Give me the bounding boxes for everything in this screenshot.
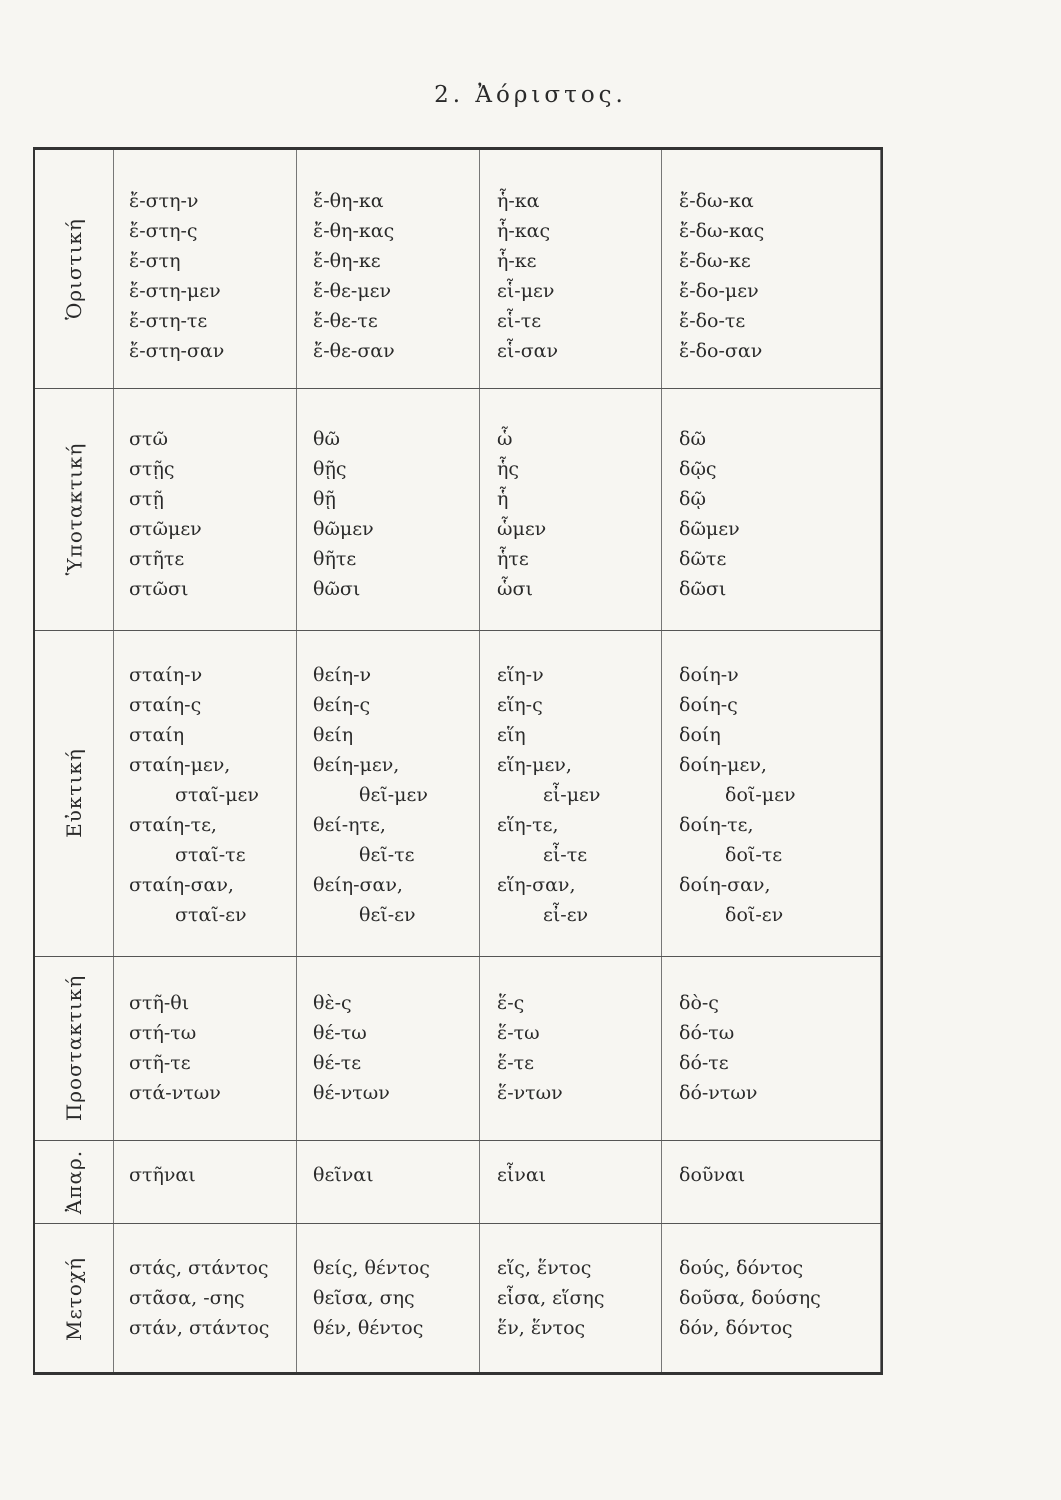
- verb-form: σταίη-ν: [129, 664, 203, 686]
- verb-column-4: [679, 424, 740, 604]
- verb-form: θὲ-ς: [313, 992, 352, 1014]
- verb-form: θείη-μεν,: [313, 754, 400, 776]
- verb-column-4: [679, 186, 764, 366]
- verb-form: θέ-τε: [313, 1052, 362, 1074]
- section-metochi: [35, 1223, 881, 1375]
- verb-form: στῆ-τε: [129, 1052, 191, 1074]
- verb-form: εἵη-μεν,: [497, 754, 572, 776]
- verb-form: ἧς: [497, 458, 520, 480]
- verb-form: εἵη-ν: [497, 664, 544, 686]
- verb-form: ἕ-τω: [497, 1022, 540, 1044]
- verb-form: εἷ-μεν: [497, 280, 555, 302]
- verb-form: εἷσα, εἵσης: [497, 1287, 605, 1309]
- verb-form: θεῖ-μεν: [359, 784, 428, 806]
- verb-column-2: [313, 660, 428, 930]
- verb-form: στῇ: [129, 488, 164, 510]
- verb-form: εἵς, ἕντος: [497, 1257, 592, 1279]
- verb-column-1: [129, 660, 259, 930]
- verb-form: θῆτε: [313, 548, 357, 570]
- verb-form: θέν, θέντος: [313, 1317, 424, 1339]
- verb-column-1: [129, 988, 221, 1108]
- verb-form: ὧμεν: [497, 518, 547, 540]
- verb-form: δοῦσα, δούσης: [679, 1287, 821, 1309]
- verb-form: εἵη-σαν,: [497, 874, 576, 896]
- section-label: [35, 956, 113, 1140]
- verb-form: σταῖ-μεν: [175, 784, 259, 806]
- verb-form: ἔ-στη-μεν: [129, 280, 221, 302]
- verb-column-4: [679, 660, 796, 930]
- verb-form: εἶ-τε: [543, 844, 588, 866]
- verb-form: σταίη-σαν,: [129, 874, 234, 896]
- verb-form: στάν, στάντος: [129, 1317, 270, 1339]
- verb-form: ἔ-θε-σαν: [313, 340, 395, 362]
- verb-form: δοίη-σαν,: [679, 874, 771, 896]
- verb-column-3: [497, 988, 563, 1108]
- verb-form: δοῖ-μεν: [725, 784, 796, 806]
- verb-form: δοίη-ς: [679, 694, 738, 716]
- verb-column-2: [313, 988, 390, 1108]
- verb-form: ἔ-θη-κα: [313, 190, 384, 212]
- verb-form: σταίη-τε,: [129, 814, 217, 836]
- verb-form: ὧ: [497, 428, 513, 450]
- verb-form: ἔ-θη-κας: [313, 220, 395, 242]
- verb-form: ἕ-τε: [497, 1052, 534, 1074]
- verb-form: θείη-σαν,: [313, 874, 403, 896]
- verb-form: ἔ-στη-σαν: [129, 340, 225, 362]
- section-ypotaktiki: [35, 388, 881, 630]
- verb-form: στῶ: [129, 428, 168, 450]
- verb-form: δό-ντων: [679, 1082, 758, 1104]
- section-label-text: Μετοχή: [62, 1256, 87, 1342]
- verb-form: θέ-ντων: [313, 1082, 390, 1104]
- verb-form: εἶ-μεν: [543, 784, 601, 806]
- verb-form: δό-τω: [679, 1022, 735, 1044]
- verb-form: ἔ-δω-κας: [679, 220, 765, 242]
- verb-form: δοίη: [679, 724, 721, 746]
- verb-form: σταίη-ς: [129, 694, 202, 716]
- verb-form: στά-ντων: [129, 1082, 221, 1104]
- verb-form: δῷς: [679, 458, 717, 480]
- verb-column-3: [497, 660, 600, 930]
- verb-form: ἕ-ς: [497, 992, 525, 1014]
- verb-form: δῶμεν: [679, 518, 740, 540]
- verb-form: δῷ: [679, 488, 706, 510]
- verb-form: δῶ: [679, 428, 706, 450]
- verb-column-2: [313, 424, 374, 604]
- section-label: [35, 388, 113, 630]
- verb-form: δῶσι: [679, 578, 727, 600]
- verb-form: εἵη: [497, 724, 526, 746]
- conjugation-table: [33, 147, 883, 1375]
- verb-form: δόν, δόντος: [679, 1317, 793, 1339]
- section-oristiki: [35, 150, 881, 388]
- verb-form: ὧσι: [497, 578, 533, 600]
- verb-form: ἔ-στη-ς: [129, 220, 198, 242]
- section-label: [35, 1140, 113, 1223]
- section-label-text: Ἀπαρ.: [62, 1149, 86, 1214]
- verb-form: εἵη-τε,: [497, 814, 559, 836]
- verb-form: ἔ-δο-μεν: [679, 280, 759, 302]
- section-aparemfato: [35, 1140, 881, 1223]
- verb-form: στάς, στάντος: [129, 1257, 269, 1279]
- verb-form: θῶμεν: [313, 518, 374, 540]
- verb-column-1: [129, 1160, 196, 1190]
- verb-form: θεί-ητε,: [313, 814, 386, 836]
- verb-form: εἷ-τε: [497, 310, 542, 332]
- verb-form: ἧ-κα: [497, 190, 540, 212]
- verb-column-4: [679, 1160, 745, 1190]
- verb-column-3: [497, 186, 558, 366]
- verb-form: σταῖ-τε: [175, 844, 246, 866]
- verb-form: δούς, δόντος: [679, 1257, 804, 1279]
- verb-form: σταίη-μεν,: [129, 754, 231, 776]
- verb-form: σταῖ-εν: [175, 904, 247, 926]
- verb-form: στᾶσα, -σης: [129, 1287, 245, 1309]
- verb-column-1: [129, 186, 224, 366]
- verb-form: ἔ-στη-ν: [129, 190, 199, 212]
- verb-form: θῶσι: [313, 578, 361, 600]
- verb-form: ἕν, ἕντος: [497, 1317, 586, 1339]
- verb-form: ἧτε: [497, 548, 529, 570]
- verb-column-2: [313, 186, 395, 366]
- section-label-text: Εὐκτική: [62, 748, 86, 838]
- verb-form: δοῖ-εν: [725, 904, 784, 926]
- verb-form: ἔ-στη: [129, 250, 181, 272]
- section-label: [35, 630, 113, 956]
- verb-form: θέ-τω: [313, 1022, 367, 1044]
- verb-form: θῶ: [313, 428, 340, 450]
- verb-column-3: [497, 424, 546, 604]
- verb-form: ἕ-ντων: [497, 1082, 563, 1104]
- verb-form: δῶτε: [679, 548, 727, 570]
- verb-form: δοίη-τε,: [679, 814, 754, 836]
- section-label-text: Προστακτική: [62, 974, 87, 1122]
- verb-form: ἔ-θη-κε: [313, 250, 381, 272]
- verb-form: θείη-ς: [313, 694, 371, 716]
- verb-form: ἧ-κας: [497, 220, 551, 242]
- verb-form: δὸ-ς: [679, 992, 719, 1014]
- page-title: 2. Ἀόριστος.: [434, 82, 627, 108]
- verb-form: εἷναι: [497, 1164, 547, 1186]
- verb-form: δοῦναι: [679, 1164, 746, 1186]
- section-label: [35, 1223, 113, 1375]
- verb-form: εἶ-εν: [543, 904, 589, 926]
- verb-form: δοίη-ν: [679, 664, 739, 686]
- verb-form: στῶμεν: [129, 518, 202, 540]
- verb-column-1: [129, 1253, 269, 1343]
- verb-form: θεῖ-τε: [359, 844, 415, 866]
- verb-form: θεῖ-εν: [359, 904, 416, 926]
- verb-form: ἔ-θε-τε: [313, 310, 378, 332]
- verb-column-3: [497, 1253, 604, 1343]
- section-label: [35, 150, 113, 388]
- verb-form: θῇ: [313, 488, 336, 510]
- verb-column-3: [497, 1160, 546, 1190]
- verb-form: θείη: [313, 724, 354, 746]
- verb-form: εἷ-σαν: [497, 340, 559, 362]
- section-label-text: Ὁριστική: [62, 218, 87, 320]
- verb-form: στή-τω: [129, 1022, 197, 1044]
- verb-form: θείη-ν: [313, 664, 372, 686]
- section-efktiki: [35, 630, 881, 956]
- verb-form: στῆ-θι: [129, 992, 190, 1014]
- verb-form: στῇς: [129, 458, 175, 480]
- verb-form: ἔ-δο-σαν: [679, 340, 763, 362]
- verb-column-4: [679, 1253, 821, 1343]
- verb-form: ἔ-στη-τε: [129, 310, 208, 332]
- verb-form: ἔ-θε-μεν: [313, 280, 392, 302]
- verb-form: ἔ-δω-κα: [679, 190, 754, 212]
- verb-form: θεῖναι: [313, 1164, 374, 1186]
- verb-column-2: [313, 1160, 374, 1190]
- section-label-text: Ὑποτακτική: [62, 442, 86, 576]
- verb-form: ἔ-δω-κε: [679, 250, 751, 272]
- verb-form: ἧ: [497, 488, 509, 510]
- verb-form: εἵη-ς: [497, 694, 543, 716]
- verb-form: δοίη-μεν,: [679, 754, 767, 776]
- verb-form: σταίη: [129, 724, 185, 746]
- verb-column-2: [313, 1253, 430, 1343]
- verb-form: θείς, θέντος: [313, 1257, 430, 1279]
- verb-form: ἔ-δο-τε: [679, 310, 746, 332]
- verb-form: στῶσι: [129, 578, 189, 600]
- verb-form: δό-τε: [679, 1052, 729, 1074]
- verb-form: δοῖ-τε: [725, 844, 783, 866]
- verb-column-4: [679, 988, 757, 1108]
- section-prostaktiki: [35, 956, 881, 1140]
- verb-form: στῆναι: [129, 1164, 196, 1186]
- verb-form: θῇς: [313, 458, 347, 480]
- verb-column-1: [129, 424, 202, 604]
- verb-form: στῆτε: [129, 548, 185, 570]
- verb-form: θεῖσα, σης: [313, 1287, 415, 1309]
- verb-form: ἧ-κε: [497, 250, 537, 272]
